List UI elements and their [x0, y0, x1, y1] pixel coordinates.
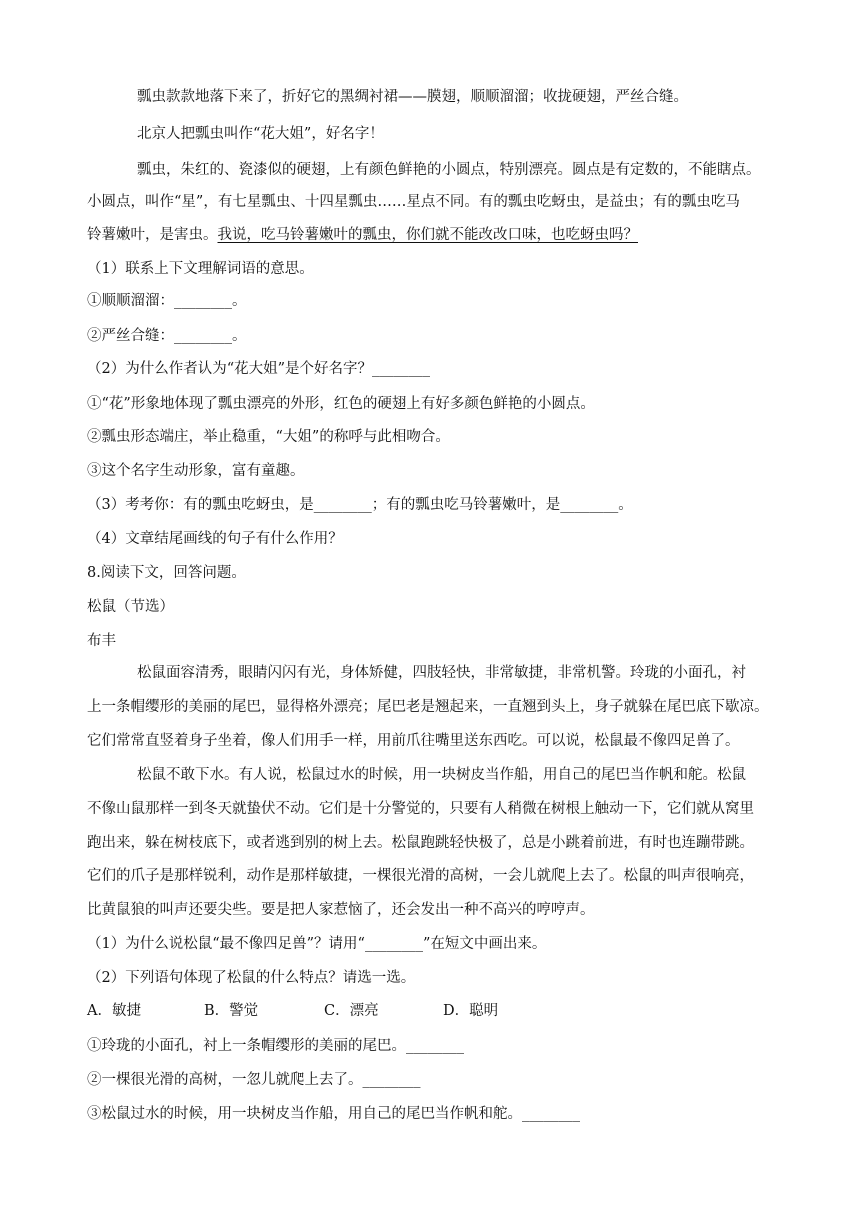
passage-paragraph-line: 小圆点，叫作“星”，有七星瓢虫、十四星瓢虫……星点不同。有的瓢虫吃蚜虫，是益虫；有的瓢虫吃马 — [87, 194, 740, 210]
question-1: （1）为什么说松鼠“最不像四足兽”？请用“________”在短文中画出来。 — [87, 936, 547, 952]
question-2-sentence: ①玲珑的小面孔，衬上一条帽缨形的美丽的尾巴。________ — [87, 1038, 464, 1054]
passage-title: 松鼠（节选） — [87, 599, 174, 615]
option-c: C．漂亮 — [324, 1003, 379, 1019]
question-1b: ②严丝合缝：________。 — [87, 328, 247, 344]
question-4: （4）文章结尾画线的句子有什么作用？ — [87, 531, 343, 547]
passage-paragraph: 北京人把瓢虫叫作“花大姐”，好名字！ — [137, 126, 384, 142]
option-b: B．警觉 — [204, 1003, 259, 1019]
question-2-sentence: ②一棵很光滑的高树，一忽儿就爬上去了。________ — [87, 1072, 421, 1088]
section-heading: 8.阅读下文，回答问题。 — [87, 565, 246, 581]
passage-text: 铃薯嫩叶，是害虫。 — [87, 227, 218, 243]
question-2-option: ①“花”形象地体现了瓢虫漂亮的外形，红色的硬翅上有好多颜色鲜艳的小圆点。 — [87, 396, 595, 412]
passage-paragraph-line: 不像山鼠那样一到冬天就蛰伏不动。它们是十分警觉的，只要有人稍微在树根上触动一下，它们就从窝里 — [87, 801, 754, 817]
question-2-option: ②瓢虫形态端庄，举止稳重，“大姐”的称呼与此相吻合。 — [87, 429, 450, 445]
passage-paragraph-line: 跑出来，躲在树枝底下，或者逃到别的树上去。松鼠跑跳轻快极了，总是小跳着前进，有时也连蹦带跳。 — [87, 835, 754, 851]
passage-paragraph: 松鼠面容清秀，眼睛闪闪有光，身体矫健，四肢轻快，非常敏捷，非常机警。玲珑的小面孔，衬 — [137, 665, 746, 681]
question-2-option: ③这个名字生动形象，富有童趣。 — [87, 463, 305, 479]
underlined-sentence: 我说，吃马铃薯嫩叶的瓢虫，你们就不能改改口味，也吃蚜虫吗？ — [217, 227, 638, 243]
passage-paragraph-line — [87, 225, 773, 245]
passage-paragraph-line: 上一条帽缨形的美丽的尾巴，显得格外漂亮；尾巴老是翘起来，一直翘到头上，身子就躲在尾巴底下歇凉。 — [87, 699, 769, 715]
option-a: A．敏捷 — [87, 1003, 141, 1019]
passage-author: 布丰 — [87, 633, 116, 649]
passage-paragraph-line: 它们的爪子是那样锐利，动作是那样敏捷，一棵很光滑的高树，一会儿就爬上去了。松鼠的叫声很响亮， — [87, 868, 754, 884]
passage-paragraph: 瓢虫，朱红的、瓷漆似的硬翅，上有颜色鲜艳的小圆点，特别漂亮。圆点是有定数的，不能瞎点。 — [137, 162, 761, 178]
passage-paragraph-line: 它们常常直竖着身子坐着，像人们用手一样，用前爪往嘴里送东西吃。可以说，松鼠最不像四足兽了。 — [87, 733, 740, 749]
passage-paragraph: 松鼠不敢下水。有人说，松鼠过水的时候，用一块树皮当作船，用自己的尾巴当作帆和舵。松鼠 — [137, 767, 746, 783]
question-2: （2）为什么作者认为“花大姐”是个好名字？________ — [87, 361, 431, 377]
passage-paragraph: 瓢虫款款地落下来了，折好它的黑绸衬裙——膜翅，顺顺溜溜；收拢硬翅，严丝合缝。 — [137, 89, 688, 105]
question-1: （1）联系上下文理解词语的意思。 — [87, 261, 314, 277]
option-d: D．聪明 — [443, 1003, 499, 1019]
question-3: （3）考考你：有的瓢虫吃蚜虫，是________；有的瓢虫吃马铃薯嫩叶，是________。 — [87, 497, 633, 513]
question-2-sentence: ③松鼠过水的时候，用一块树皮当作船，用自己的尾巴当作帆和舵。________ — [87, 1106, 580, 1122]
question-1a: ①顺顺溜溜：________。 — [87, 293, 247, 309]
question-2: （2）下列语句体现了松鼠的什么特点？请选一选。 — [87, 970, 416, 986]
passage-paragraph-line: 比黄鼠狼的叫声还要尖些。要是把人家惹恼了，还会发出一种不高兴的哼哼声。 — [87, 902, 595, 918]
